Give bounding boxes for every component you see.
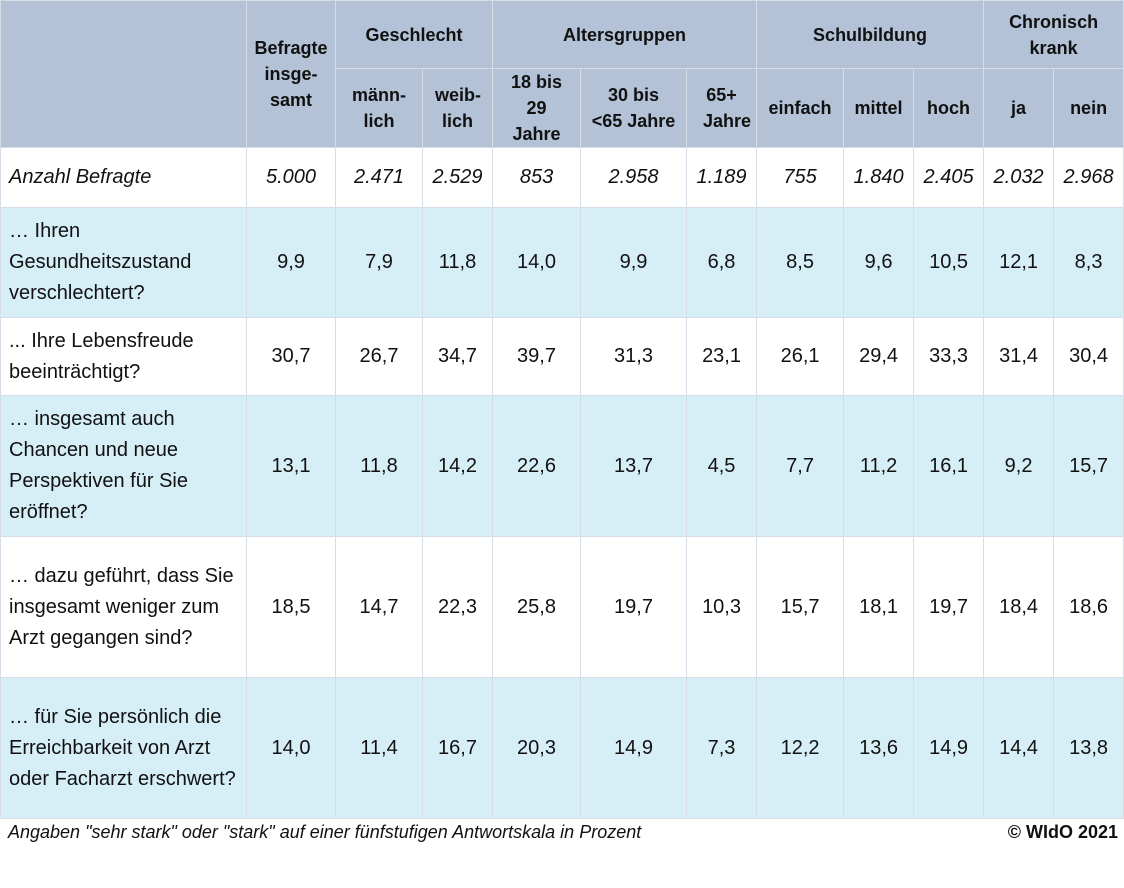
cell-value: 6,8 [687,208,757,318]
cell-value: 18,4 [984,537,1054,678]
cell-value: 2.968 [1054,148,1124,208]
cell-value: 29,4 [844,318,914,396]
cell-value: 13,1 [247,396,336,537]
cell-value: 31,4 [984,318,1054,396]
header-sub-male: männ-lich [336,69,423,148]
cell-value: 2.032 [984,148,1054,208]
cell-value: 31,3 [581,318,687,396]
cell-value: 26,7 [336,318,423,396]
cell-value: 16,7 [423,678,493,819]
cell-value: 30,7 [247,318,336,396]
cell-value: 25,8 [493,537,581,678]
cell-value: 12,2 [757,678,844,819]
cell-value: 30,4 [1054,318,1124,396]
cell-value: 33,3 [914,318,984,396]
cell-value: 13,8 [1054,678,1124,819]
row-label: … dazu geführt, dass Sie insgesamt weniger zum Arzt gegangen sind? [1,537,247,678]
cell-value: 4,5 [687,396,757,537]
cell-value: 5.000 [247,148,336,208]
footnote: Angaben "sehr stark" oder "stark" auf einer fünfstufigen Antwortskala in Prozent [8,822,642,842]
row-label: ... Ihre Lebensfreude beeinträchtigt? [1,318,247,396]
cell-value: 39,7 [493,318,581,396]
table-row [1,678,1124,819]
cell-value: 26,1 [757,318,844,396]
cell-value: 18,5 [247,537,336,678]
row-label: Anzahl Befragte [1,148,247,208]
cell-value: 9,6 [844,208,914,318]
cell-value: 14,0 [247,678,336,819]
cell-value: 19,7 [914,537,984,678]
header-group-chronic: Chronisch krank [984,1,1124,69]
header-sub-age-18-29: 18 bis 29 Jahre [493,69,581,148]
cell-value: 9,9 [581,208,687,318]
cell-value: 9,2 [984,396,1054,537]
copyright: © WIdO 2021 [1007,822,1118,842]
cell-value: 16,1 [914,396,984,537]
cell-value: 14,2 [423,396,493,537]
cell-value: 7,7 [757,396,844,537]
cell-value: 11,8 [423,208,493,318]
cell-value: 22,6 [493,396,581,537]
cell-value: 853 [493,148,581,208]
cell-value: 14,0 [493,208,581,318]
cell-value: 18,1 [844,537,914,678]
header-total: Befragte insge-samt [247,1,336,148]
header-group-education: Schulbildung [757,1,984,69]
row-label: … Ihren Gesundheitszustand verschlechtert? [1,208,247,318]
cell-value: 8,5 [757,208,844,318]
cell-value: 15,7 [757,537,844,678]
cell-value: 19,7 [581,537,687,678]
cell-value: 18,6 [1054,537,1124,678]
cell-value: 14,4 [984,678,1054,819]
header-sub-chronic-yes: ja [984,69,1054,148]
row-label: … für Sie persönlich die Erreichbarkeit von Arzt oder Facharzt erschwert? [1,678,247,819]
cell-value: 13,7 [581,396,687,537]
cell-value: 14,9 [581,678,687,819]
cell-value: 7,9 [336,208,423,318]
cell-value: 14,9 [914,678,984,819]
cell-value: 13,6 [844,678,914,819]
table-row [1,208,1124,318]
header-corner [1,1,247,148]
cell-value: 12,1 [984,208,1054,318]
cell-value: 2.405 [914,148,984,208]
header-sub-edu-middle: mittel [844,69,914,148]
cell-value: 11,8 [336,396,423,537]
header-sub-age-30-64: 30 bis <65 Jahre [581,69,687,148]
table-row-count [1,148,1124,208]
header-group-gender: Geschlecht [336,1,493,69]
header-sub-chronic-no: nein [1054,69,1124,148]
cell-value: 15,7 [1054,396,1124,537]
cell-value: 14,7 [336,537,423,678]
header-sub-edu-simple: einfach [757,69,844,148]
row-label: … insgesamt auch Chancen und neue Perspektiven für Sie eröffnet? [1,396,247,537]
header-group-age: Altersgruppen [493,1,757,69]
cell-value: 9,9 [247,208,336,318]
cell-value: 10,3 [687,537,757,678]
header-sub-edu-high: hoch [914,69,984,148]
header-sub-female: weib-lich [423,69,493,148]
table-row [1,318,1124,396]
cell-value: 20,3 [493,678,581,819]
header-sub-age-65plus: 65+ Jahre [687,69,757,148]
cell-value: 10,5 [914,208,984,318]
cell-value: 7,3 [687,678,757,819]
table-row [1,537,1124,678]
cell-value: 755 [757,148,844,208]
cell-value: 2.471 [336,148,423,208]
cell-value: 2.958 [581,148,687,208]
cell-value: 1.189 [687,148,757,208]
cell-value: 2.529 [423,148,493,208]
cell-value: 22,3 [423,537,493,678]
cell-value: 11,4 [336,678,423,819]
cell-value: 11,2 [844,396,914,537]
cell-value: 34,7 [423,318,493,396]
table-row [1,396,1124,537]
cell-value: 8,3 [1054,208,1124,318]
cell-value: 23,1 [687,318,757,396]
cell-value: 1.840 [844,148,914,208]
